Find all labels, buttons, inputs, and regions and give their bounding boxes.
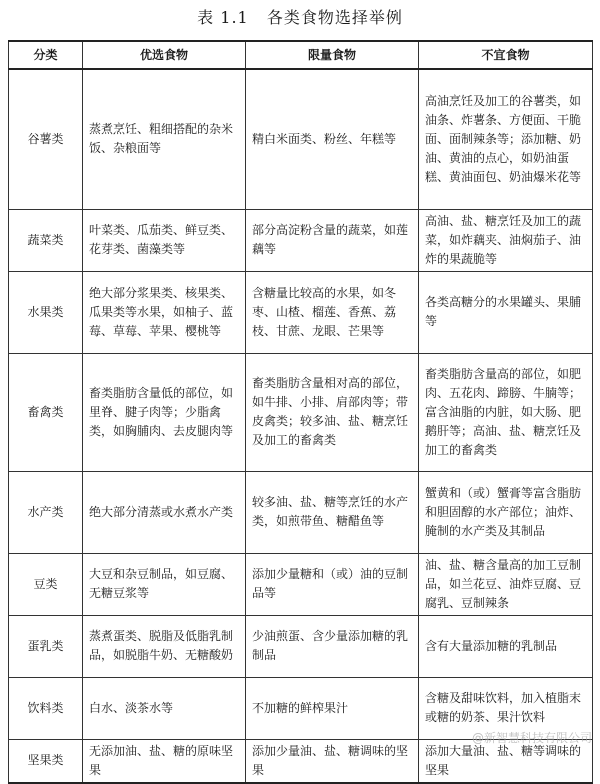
preferred-cell: 畜类脂肪含量低的部位，如里脊、腱子肉等；少脂禽类，如胸脯肉、去皮腿肉等: [83, 353, 246, 471]
limited-cell: 添加少量油、盐、糖调味的坚果: [246, 739, 419, 783]
table-title: 各类食物选择举例: [266, 8, 403, 27]
preferred-cell: 叶菜类、瓜茄类、鲜豆类、花芽类、菌藻类等: [83, 209, 246, 271]
preferred-cell: 绝大部分浆果类、核果类、瓜果类等水果，如柚子、蓝莓、草莓、苹果、樱桃等: [83, 271, 246, 353]
table-row: [9, 615, 593, 677]
table-row: [9, 69, 593, 209]
header-category: 分类: [9, 41, 83, 69]
table-header-row: [9, 41, 593, 69]
category-cell: 蔬菜类: [9, 209, 83, 271]
table-row: [9, 553, 593, 615]
table-row: [9, 271, 593, 353]
table-number: 表 1.1: [197, 8, 249, 27]
category-cell: 饮料类: [9, 677, 83, 739]
category-cell: 水产类: [9, 471, 83, 553]
table-row: [9, 471, 593, 553]
preferred-cell: 无添加油、盐、糖的原味坚果: [83, 739, 246, 783]
category-cell: 谷薯类: [9, 69, 83, 209]
category-cell: 水果类: [9, 271, 83, 353]
limited-cell: 添加少量糖和（或）油的豆制品等: [246, 553, 419, 615]
category-cell: 坚果类: [9, 739, 83, 783]
avoid-cell: 含糖及甜味饮料，加入植脂末或糖的奶茶、果汁饮料: [419, 677, 593, 739]
limited-cell: 畜类脂肪含量相对高的部位，如牛排、小排、肩部肉等；带皮禽类；较多油、盐、糖烹饪及加工的畜禽类: [246, 353, 419, 471]
food-selection-table: [8, 40, 593, 784]
table-row: [9, 209, 593, 271]
limited-cell: 精白米面类、粉丝、年糕等: [246, 69, 419, 209]
preferred-cell: 大豆和杂豆制品，如豆腐、无糖豆浆等: [83, 553, 246, 615]
limited-cell: 不加糖的鲜榨果汁: [246, 677, 419, 739]
header-preferred: 优选食物: [83, 41, 246, 69]
category-cell: 豆类: [9, 553, 83, 615]
watermark-text: @新智慧科技有限公司: [471, 731, 592, 745]
category-cell: 畜禽类: [9, 353, 83, 471]
avoid-cell: 高油、盐、糖烹饪及加工的蔬菜，如炸藕夹、油焖茄子、油炸的果蔬脆等: [419, 209, 593, 271]
limited-cell: 较多油、盐、糖等烹饪的水产类，如煎带鱼、糖醋鱼等: [246, 471, 419, 553]
table-row: [9, 353, 593, 471]
preferred-cell: 蒸煮烹饪、粗细搭配的杂米饭、杂粮面等: [83, 69, 246, 209]
avoid-cell: 蟹黄和（或）蟹膏等富含脂肪和胆固醇的水产部位；油炸、腌制的水产类及其制品: [419, 471, 593, 553]
table-caption: [0, 6, 600, 30]
header-limited: 限量食物: [246, 41, 419, 69]
avoid-cell: 添加大量油、盐、糖等调味的坚果: [419, 739, 593, 783]
limited-cell: 少油煎蛋、含少量添加糖的乳制品: [246, 615, 419, 677]
category-cell: 蛋乳类: [9, 615, 83, 677]
avoid-cell: 油、盐、糖含量高的加工豆制品，如兰花豆、油炸豆腐、豆腐乳、豆制辣条: [419, 553, 593, 615]
limited-cell: 部分高淀粉含量的蔬菜，如莲藕等: [246, 209, 419, 271]
preferred-cell: 绝大部分清蒸或水煮水产类: [83, 471, 246, 553]
limited-cell: 含糖量比较高的水果，如冬枣、山楂、榴莲、香蕉、荔枝、甘蔗、龙眼、芒果等: [246, 271, 419, 353]
header-avoid: 不宜食物: [419, 41, 593, 69]
avoid-cell: 各类高糖分的水果罐头、果脯等: [419, 271, 593, 353]
avoid-cell: 高油烹饪及加工的谷薯类，如油条、炸薯条、方便面、干脆面、面制辣条等；添加糖、奶油、黄油的点心，如奶油蛋糕、黄油面包、奶油爆米花等: [419, 69, 593, 209]
avoid-cell: 畜类脂肪含量高的部位，如肥肉、五花肉、蹄膀、牛腩等；富含油脂的内脏，如大肠、肥鹅肝等；高油、盐、糖烹饪及加工的畜禽类: [419, 353, 593, 471]
preferred-cell: 白水、淡茶水等: [83, 677, 246, 739]
avoid-cell: 含有大量添加糖的乳制品: [419, 615, 593, 677]
preferred-cell: 蒸煮蛋类、脱脂及低脂乳制品，如脱脂牛奶、无糖酸奶: [83, 615, 246, 677]
